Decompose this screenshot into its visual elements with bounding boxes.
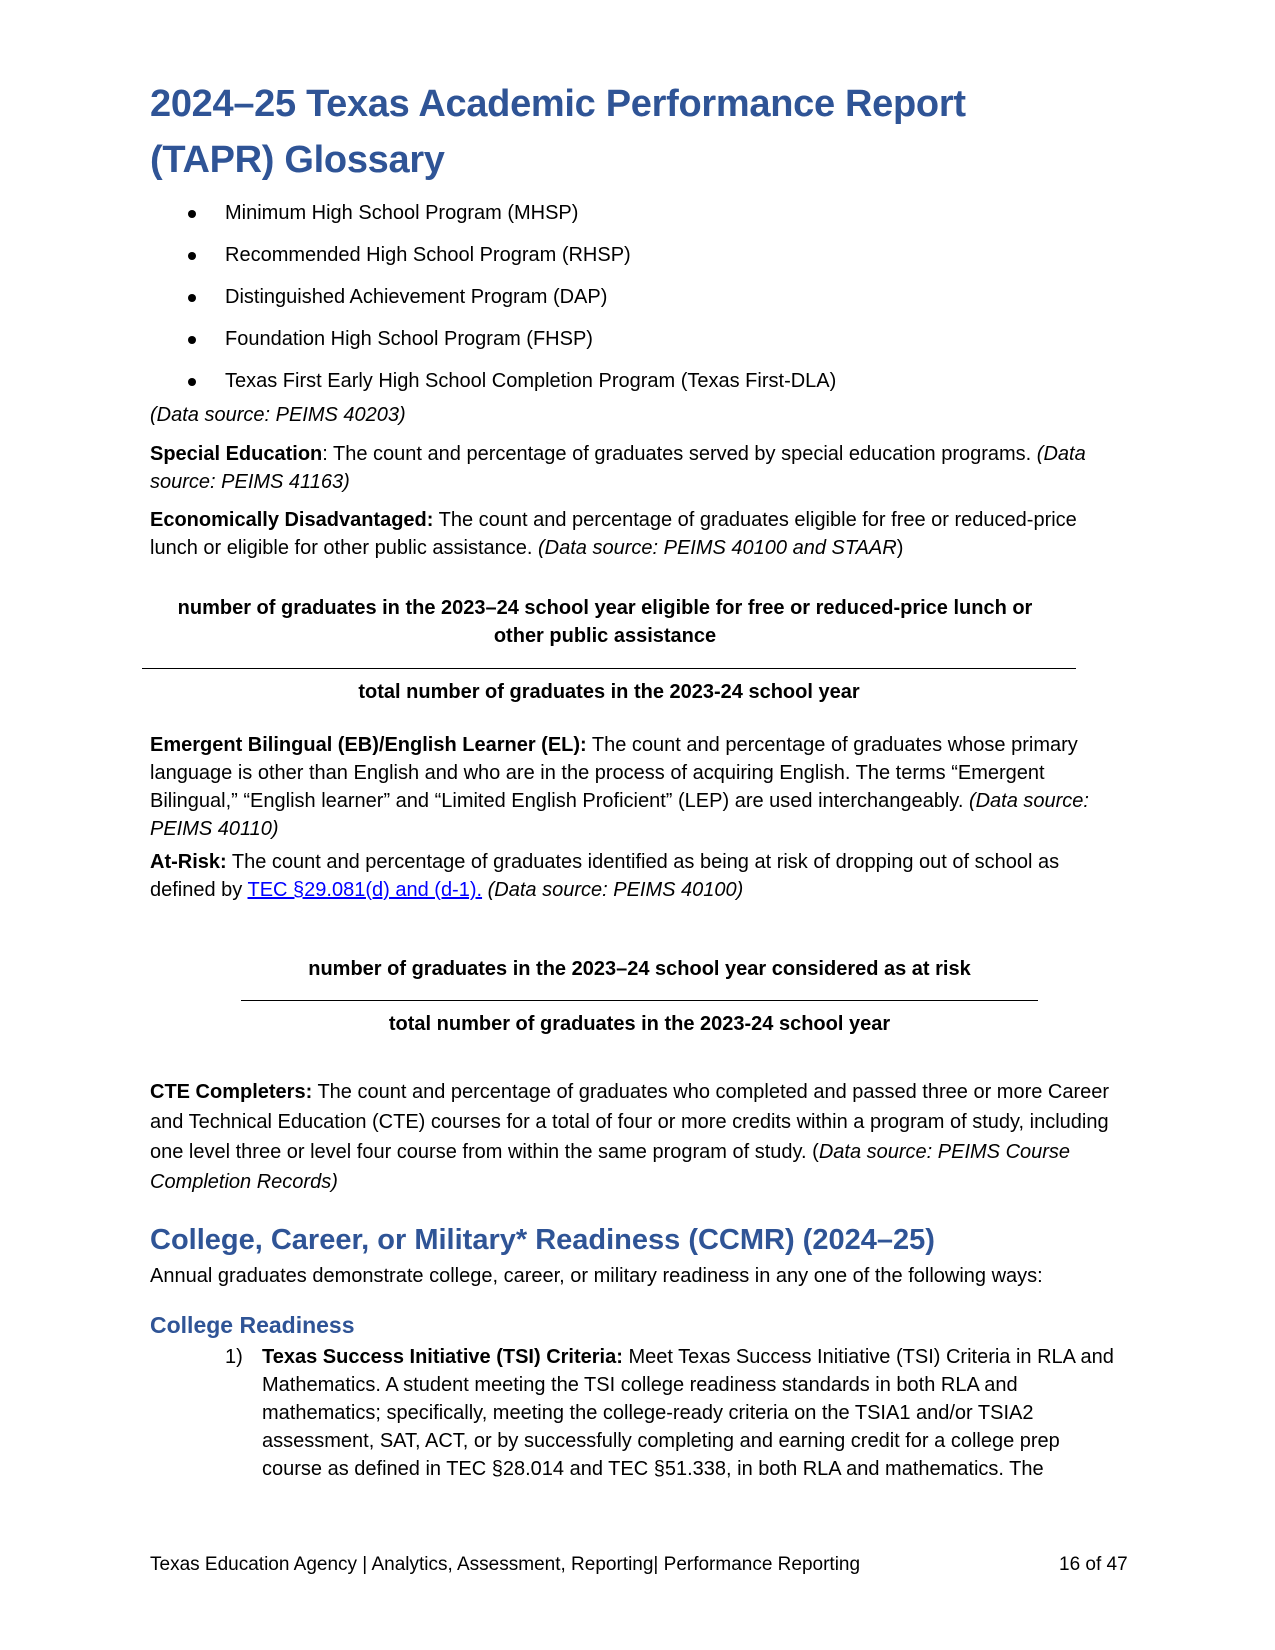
list-item: Foundation High School Program (FHSP) (150, 326, 836, 368)
page-title (150, 76, 1130, 188)
ccmr-intro: Annual graduates demonstrate college, career, or military readiness in any one of the following ways: (150, 1265, 1043, 1287)
at-risk-formula-divider (241, 1000, 1038, 1001)
bullet-icon (188, 210, 196, 218)
page-number: 16 of 47 (1059, 1554, 1128, 1575)
college-readiness-heading: College Readiness (150, 1312, 355, 1338)
term: Emergent Bilingual (EB)/English Learner (EL): (150, 734, 587, 756)
page-title-line-1: 2024–25 Texas Academic Performance Report (150, 83, 966, 125)
econ-formula-numerator: number of graduates in the 2023–24 school year eligible for free or reduced-price lunch or other public assistance (177, 597, 1033, 647)
economically-disadvantaged-entry: Economically Disadvantaged: The count and percentage of graduates eligible for free or reduced-price lunch or eligible for other public assistance. (Data source: PEIMS 40100 and STAAR) (150, 509, 1077, 559)
college-readiness-list (150, 1343, 1125, 1483)
at-risk-formula-denominator: total number of graduates in the 2023-24 school year (388, 1013, 891, 1035)
bullet-icon (188, 336, 196, 344)
data-source: (Data source: PEIMS 41163) (150, 443, 1086, 493)
bullet-icon (188, 252, 196, 260)
term: Texas Success Initiative (TSI) Criteria: (262, 1346, 623, 1368)
data-source: Data source: PEIMS Course Completion Records) (150, 1141, 1071, 1193)
cte-completers-entry (150, 1077, 1125, 1197)
term: CTE Completers: (150, 1081, 313, 1103)
footer-agency: Texas Education Agency | Analytics, Assessment, Reporting| Performance Reporting (150, 1554, 861, 1575)
graduation-program-list (150, 200, 836, 410)
data-source: (Data source: PEIMS 40110) (150, 790, 1089, 840)
program-data-source: (Data source: PEIMS 40203) (150, 404, 406, 426)
special-education-entry (150, 440, 1125, 496)
page-title-line-2: (TAPR) Glossary (150, 139, 445, 181)
list-item: Minimum High School Program (MHSP) (150, 200, 836, 242)
term: Economically Disadvantaged: (150, 509, 434, 531)
term: At-Risk: (150, 851, 227, 873)
list-item (150, 1343, 1125, 1483)
definition: Meet Texas Success Initiative (TSI) Criteria in RLA and Mathematics. A student meeting the TSI college readiness standards in both RLA and mathematics; specifically, meeting the college-ready criteria on the TSIA1 and/or TSIA2 assessment, SAT, ACT, or by successfully completing and earning credit for a college prep course as defined in TEC §28.014 and TEC §51.338, in both RLA and mathematics. The (262, 1346, 1114, 1480)
definition: : The count and percentage of graduates served by special education programs. (322, 443, 1037, 465)
list-item: Recommended High School Program (RHSP) (150, 242, 836, 284)
data-source: (Data source: PEIMS 40100) (482, 879, 744, 901)
bullet-icon (188, 378, 196, 386)
list-item: Distinguished Achievement Program (DAP) (150, 284, 836, 326)
data-source: (Data source: PEIMS 40100 and STAAR (538, 537, 897, 559)
at-risk-formula-numerator: number of graduates in the 2023–24 school year considered as at risk (308, 958, 971, 980)
list-item: Texas First Early High School Completion Program (Texas First-DLA) (150, 368, 836, 410)
definition: The count and percentage of graduates eligible for free or reduced-price lunch or eligible for other public assistance. (150, 509, 1077, 559)
definition: The count and percentage of graduates whose primary language is other than English and who are in the process of acquiring English. The terms “Emergent Bilingual,” “English learner” and “Limited English Proficient” (LEP) are used interchangeably. (150, 734, 1078, 812)
bullet-icon (188, 294, 196, 302)
ccmr-section-heading: College, Career, or Military* Readiness (CCMR) (2024–25) (150, 1224, 935, 1256)
emergent-bilingual-entry (150, 731, 1125, 843)
definition: The count and percentage of graduates who completed and passed three or more Career and Technical Education (CTE) courses for a total of four or more credits within a program of study, including one level three or level four course from within the same program of study. ( (150, 1081, 1110, 1163)
item-number: 1) (225, 1346, 243, 1368)
tec-29-081-link[interactable]: TEC §29.081(d) and (d-1). (247, 879, 483, 901)
econ-formula-denominator: total number of graduates in the 2023-24 school year (358, 681, 860, 703)
econ-formula-divider (142, 668, 1076, 669)
definition: The count and percentage of graduates identified as being at risk of dropping out of school as defined by (150, 851, 1060, 901)
term: Special Education (150, 443, 323, 465)
at-risk-entry (150, 848, 1125, 904)
